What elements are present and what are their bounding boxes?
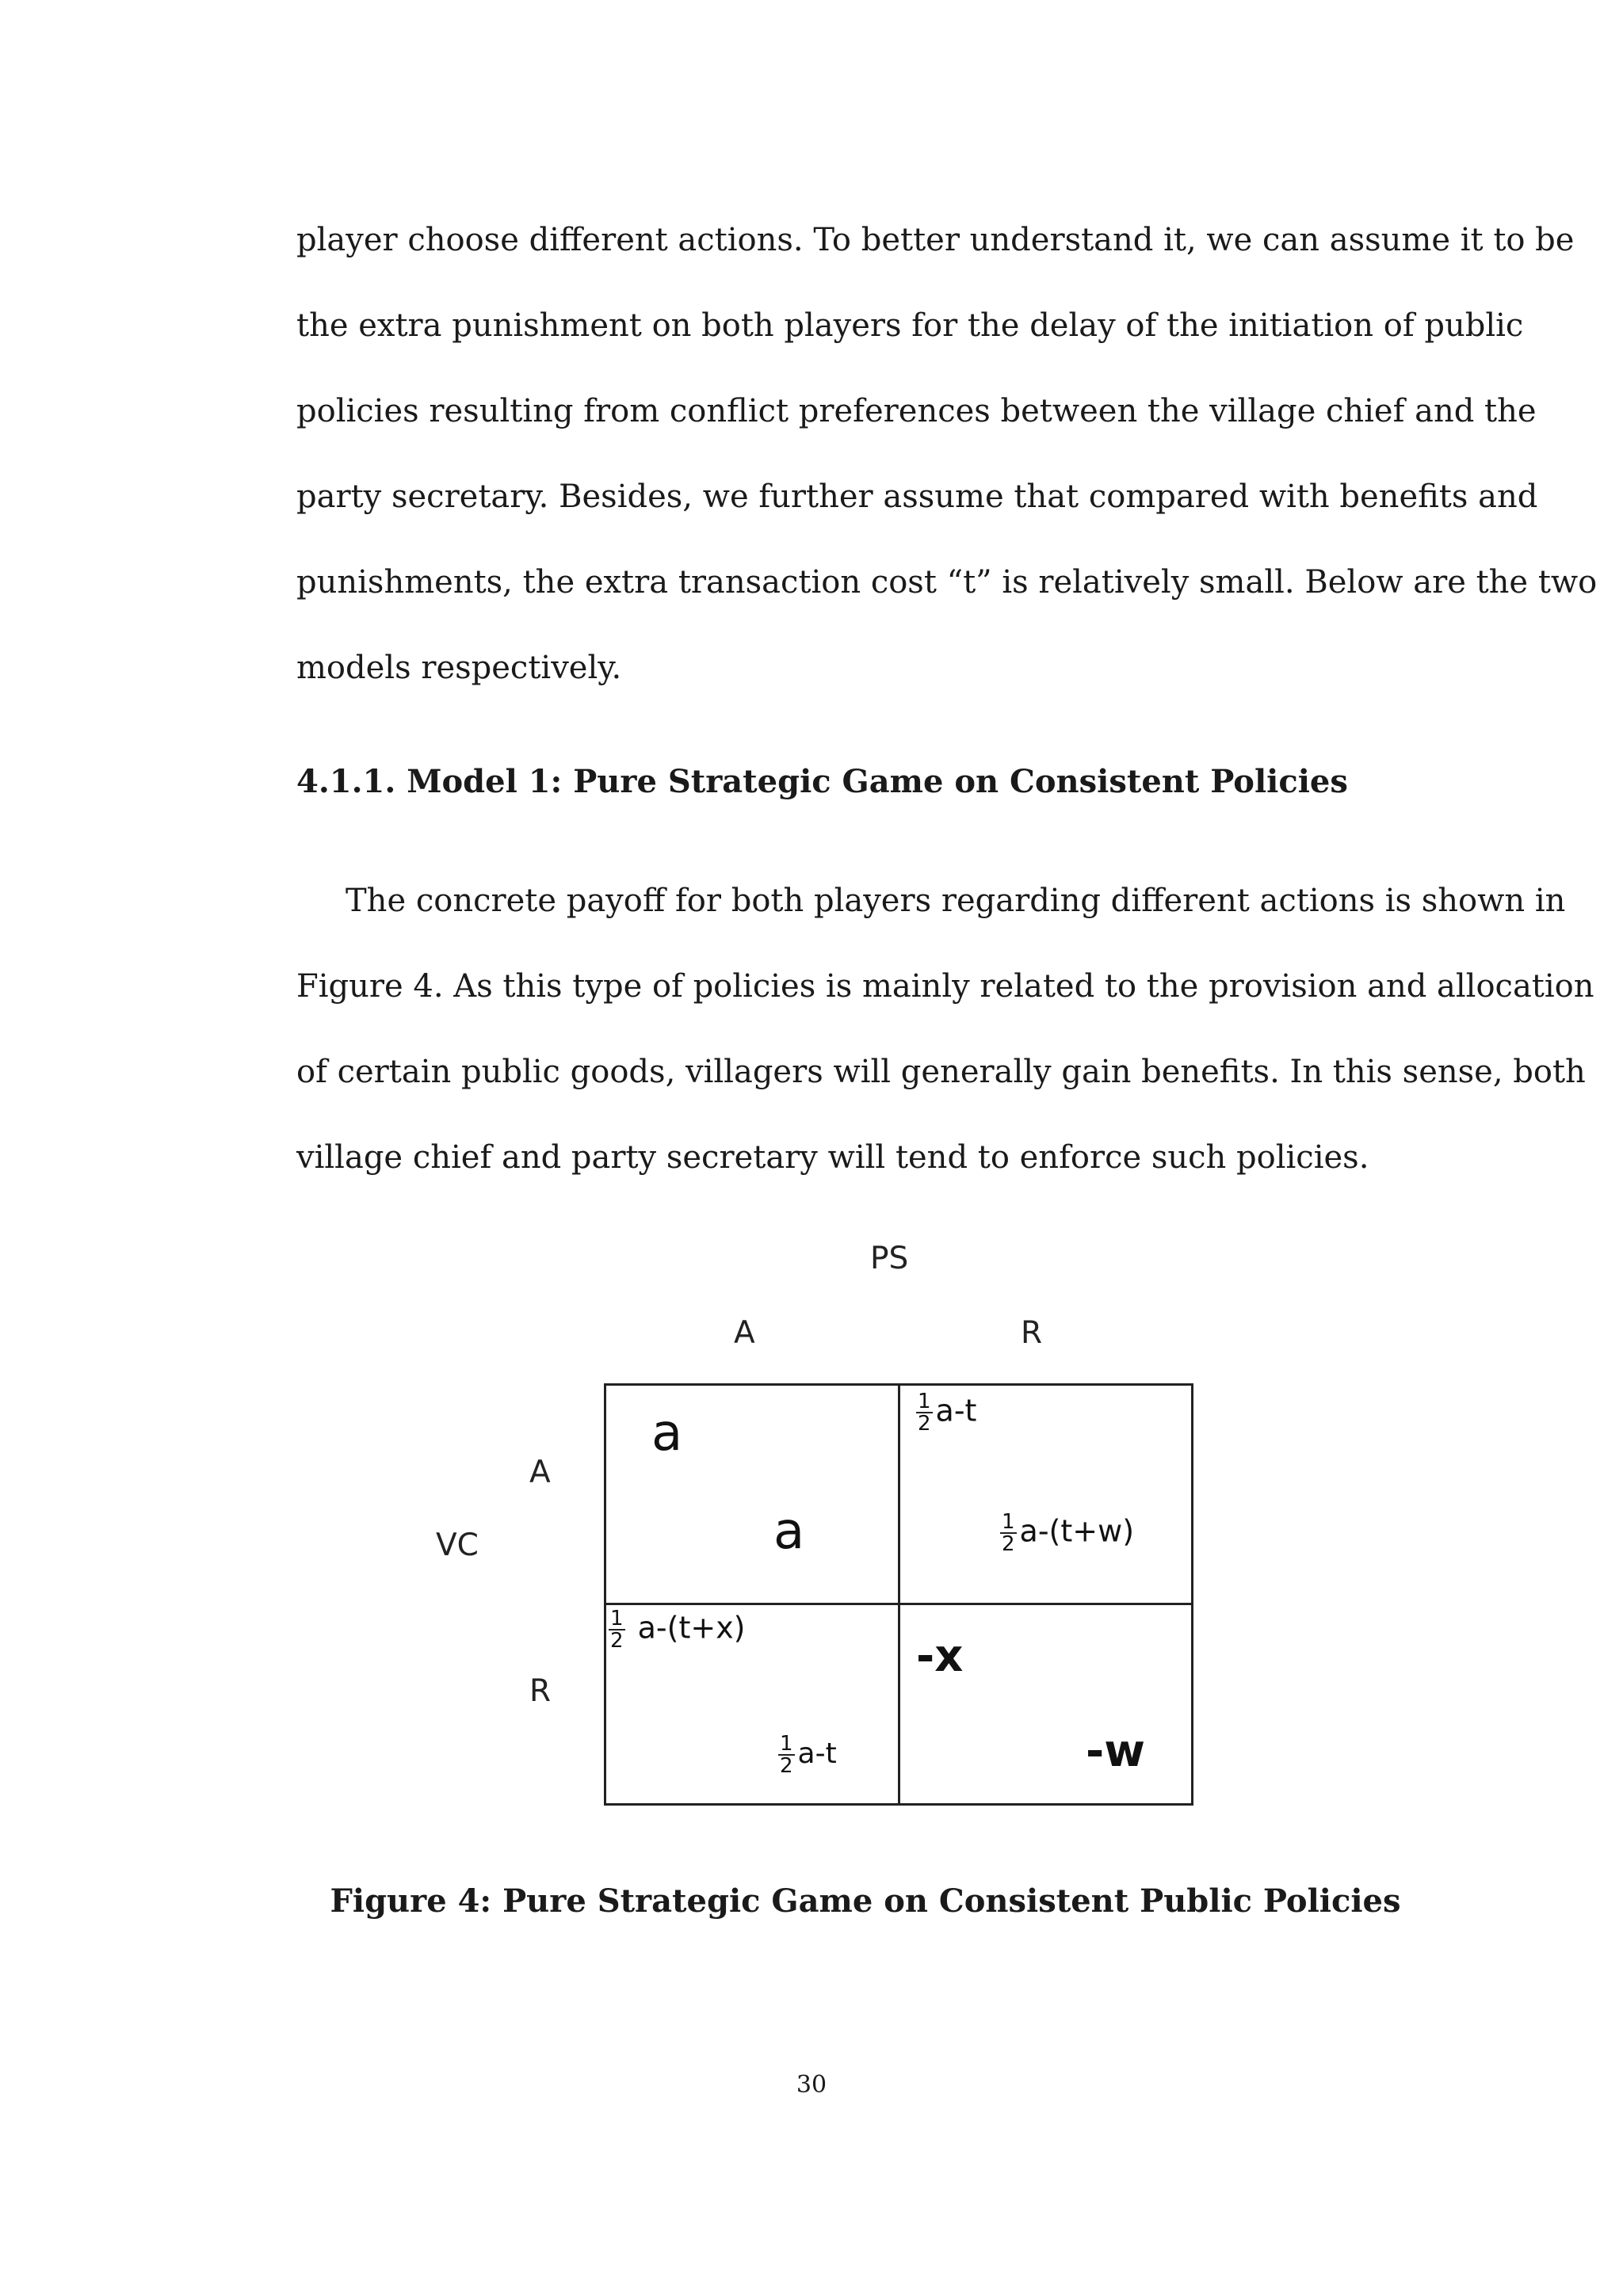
text-line: models respectively.	[296, 650, 622, 686]
text-line: the extra punishment on both players for the delay of the initiation of public	[296, 307, 1524, 344]
page-number: 30	[796, 2071, 827, 2099]
text-line: village chief and party secretary will tend to enforce such policies.	[296, 1139, 1369, 1176]
payoff-ps-rr: -w	[1086, 1726, 1145, 1777]
matrix-border-right	[1191, 1383, 1193, 1806]
fraction-half: $\frac{1}{2}$	[780, 1732, 793, 1778]
column-player-label: PS	[870, 1241, 909, 1276]
column-label-a: A	[734, 1315, 755, 1351]
figure-caption: Figure 4: Pure Strategic Game on Consistent Public Policies	[330, 1882, 1401, 1920]
payoff-vc-ar: $\frac{1}{2}$ a-t	[918, 1390, 977, 1436]
matrix-divider-vertical	[898, 1383, 900, 1806]
fraction-half: $\frac{1}{2}$	[918, 1390, 931, 1436]
payoff-ps-aa: a	[773, 1502, 805, 1561]
text-line: punishments, the extra transaction cost “t” is relatively small. Below are the two	[296, 564, 1598, 601]
row-label-a: A	[529, 1455, 551, 1490]
fraction-half: $\frac{1}{2}$	[610, 1607, 624, 1653]
matrix-border-left	[604, 1383, 606, 1806]
text-line: Figure 4. As this type of policies is mainly related to the provision and allocation	[296, 968, 1594, 1005]
section-heading: 4.1.1. Model 1: Pure Strategic Game on Consistent Policies	[296, 763, 1348, 800]
payoff-ps-ra: $\frac{1}{2}$ a-t	[780, 1732, 837, 1778]
text-line: player choose different actions. To better understand it, we can assume it to be	[296, 222, 1575, 258]
row-player-label: VC	[436, 1527, 479, 1563]
payoff-ps-ar: $\frac{1}{2}$ a-(t+w)	[1002, 1510, 1135, 1556]
fraction-half: $\frac{1}{2}$	[1002, 1510, 1015, 1556]
payoff-vc-ra: $\frac{1}{2}$ a-(t+x)	[610, 1607, 746, 1653]
column-label-r: R	[1021, 1315, 1043, 1351]
payoff-vc-rr: -x	[916, 1630, 964, 1682]
text-line: The concrete payoff for both players regarding different actions is shown in	[346, 883, 1566, 919]
text-line: party secretary. Besides, we further assume that compared with benefits and	[296, 479, 1538, 515]
row-label-r: R	[529, 1673, 552, 1709]
payoff-vc-aa: a	[651, 1404, 683, 1463]
text-line: of certain public goods, villagers will generally gain benefits. In this sense, both	[296, 1054, 1586, 1090]
text-line: policies resulting from conflict preferences between the village chief and the	[296, 393, 1537, 429]
